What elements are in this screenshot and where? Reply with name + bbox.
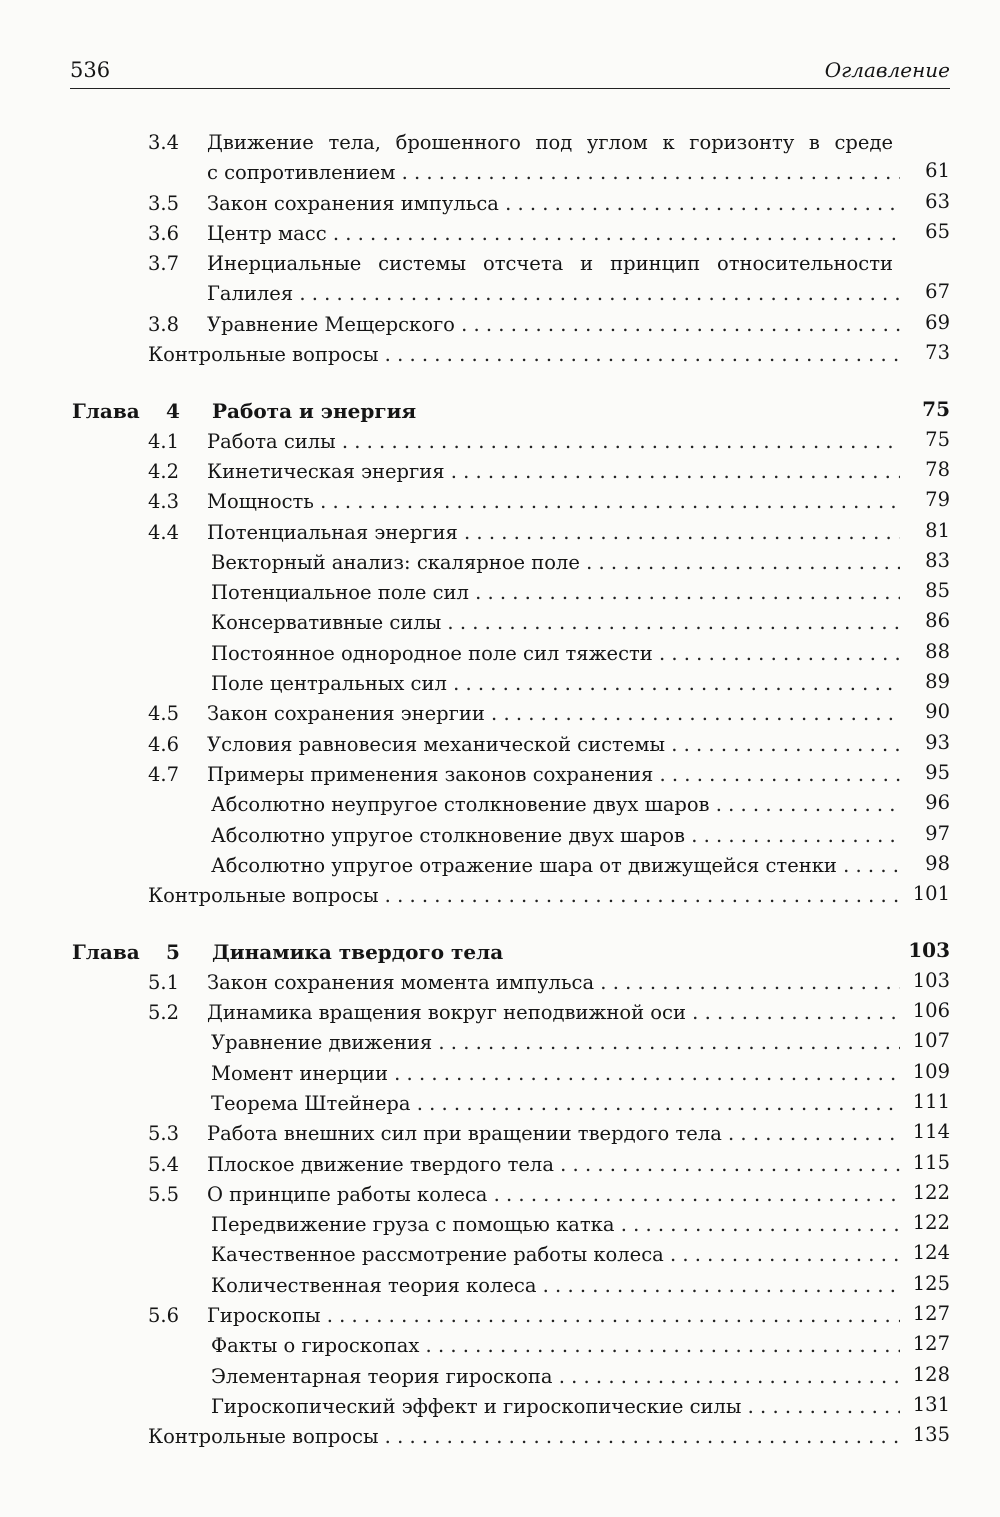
section-page: 106 bbox=[912, 999, 950, 1023]
section-title: Закон сохранения момента импульса bbox=[207, 970, 595, 994]
toc-section bbox=[0, 1301, 1000, 1331]
toc-subentry bbox=[0, 1240, 1000, 1270]
toc-section bbox=[0, 249, 1000, 310]
section-title: Поле центральных сил bbox=[211, 672, 447, 696]
toc-subentry bbox=[0, 821, 1000, 851]
section-page: 83 bbox=[925, 548, 950, 572]
section-title: Абсолютно упругое отражение шара от движущейся стенки bbox=[211, 853, 837, 877]
section-page: 131 bbox=[912, 1392, 950, 1416]
section-title-leader bbox=[211, 1362, 900, 1392]
section-page: 69 bbox=[925, 310, 950, 334]
section-page: 63 bbox=[925, 189, 950, 213]
section-title: Факты о гироскопах bbox=[211, 1334, 420, 1358]
section-page: 96 bbox=[925, 791, 950, 815]
section-title-leader bbox=[207, 279, 900, 309]
dot-leader bbox=[314, 487, 900, 517]
section-title-leader bbox=[207, 427, 900, 457]
dot-leader bbox=[499, 189, 900, 219]
section-title-leader bbox=[211, 639, 900, 669]
section-title-leader bbox=[207, 189, 900, 219]
section-title-leader bbox=[148, 1422, 900, 1452]
toc-subentry bbox=[0, 669, 1000, 699]
dot-leader bbox=[378, 1422, 900, 1452]
section-page: 75 bbox=[925, 427, 950, 451]
chapter-heading bbox=[0, 937, 1000, 967]
dot-leader bbox=[665, 730, 900, 760]
section-title: Элементарная теория гироскопа bbox=[211, 1364, 553, 1388]
toc-section bbox=[0, 128, 1000, 189]
toc-subentry bbox=[0, 790, 1000, 820]
section-title-leader bbox=[207, 1301, 900, 1331]
section-title-leader bbox=[211, 1089, 900, 1119]
section-page: 67 bbox=[925, 280, 950, 304]
section-title-leader bbox=[211, 608, 900, 638]
section-title-leader bbox=[207, 968, 900, 998]
section-page: 89 bbox=[925, 670, 950, 694]
dot-leader bbox=[455, 310, 900, 340]
section-page: 122 bbox=[912, 1211, 950, 1235]
section-page: 114 bbox=[912, 1120, 950, 1144]
toc-section bbox=[0, 760, 1000, 790]
dot-leader bbox=[553, 1362, 900, 1392]
toc-section bbox=[0, 457, 1000, 487]
section-title-leader bbox=[207, 998, 900, 1028]
section-title: Уравнение Мещерского bbox=[207, 312, 455, 336]
section-title: Гироскопы bbox=[207, 1303, 321, 1327]
section-title-leader bbox=[211, 821, 900, 851]
section-title-leader bbox=[211, 1059, 900, 1089]
section-title-leader bbox=[211, 1240, 900, 1270]
section-title-leader bbox=[207, 518, 900, 548]
section-title: Центр масс bbox=[207, 221, 327, 245]
section-title: с сопротивлением bbox=[207, 161, 396, 185]
section-title: Плоское движение твердого тела bbox=[207, 1152, 554, 1176]
dot-leader bbox=[594, 968, 900, 998]
toc-subentry bbox=[0, 1028, 1000, 1058]
toc-subentry bbox=[0, 578, 1000, 608]
section-title-leader bbox=[211, 548, 900, 578]
section-title: Гироскопический эффект и гироскопические силы bbox=[211, 1394, 742, 1418]
dot-leader bbox=[686, 998, 900, 1028]
toc-section bbox=[0, 730, 1000, 760]
section-title: Контрольные вопросы bbox=[148, 1425, 379, 1449]
section-number: 4.5 bbox=[148, 702, 180, 726]
section-page: 107 bbox=[912, 1029, 950, 1053]
section-title-leader bbox=[207, 1180, 900, 1210]
section-title-leader bbox=[211, 1392, 900, 1422]
section-number: 3.7 bbox=[148, 252, 180, 276]
toc-review-questions bbox=[0, 881, 1000, 911]
dot-leader bbox=[321, 1301, 901, 1331]
section-title: Работа силы bbox=[207, 429, 336, 453]
section-page: 95 bbox=[925, 760, 950, 784]
toc-section bbox=[0, 310, 1000, 340]
toc-subentry bbox=[0, 1392, 1000, 1422]
section-title-leader bbox=[207, 219, 900, 249]
dot-leader bbox=[741, 1392, 900, 1422]
section-title: Динамика вращения вокруг неподвижной оси bbox=[207, 1001, 686, 1025]
section-title-line: Инерциальные системы отсчета и принцип относительности bbox=[207, 252, 893, 276]
section-page: 79 bbox=[925, 488, 950, 512]
toc-section bbox=[0, 1180, 1000, 1210]
dot-leader bbox=[837, 851, 900, 881]
dot-leader bbox=[536, 1271, 900, 1301]
section-number: 4.6 bbox=[148, 732, 180, 756]
section-page: 127 bbox=[912, 1301, 950, 1325]
section-title: Постоянное однородное поле сил тяжести bbox=[211, 641, 653, 665]
dot-leader bbox=[653, 760, 900, 790]
dot-leader bbox=[580, 548, 900, 578]
toc-subentry bbox=[0, 548, 1000, 578]
toc-section bbox=[0, 219, 1000, 249]
section-title-leader bbox=[211, 1271, 900, 1301]
section-number: 3.4 bbox=[148, 131, 180, 154]
dot-leader bbox=[388, 1059, 900, 1089]
dot-leader bbox=[685, 821, 900, 851]
toc-section bbox=[0, 968, 1000, 998]
section-page: 78 bbox=[925, 457, 950, 481]
toc-section bbox=[0, 1119, 1000, 1149]
chapter-label: Глава bbox=[72, 940, 140, 965]
section-title-leader bbox=[207, 310, 900, 340]
section-title-leader bbox=[211, 1331, 900, 1361]
toc-section bbox=[0, 518, 1000, 548]
section-title-leader bbox=[211, 578, 900, 608]
section-number: 5.4 bbox=[148, 1152, 180, 1176]
toc-subentry bbox=[0, 851, 1000, 881]
dot-leader bbox=[378, 881, 900, 911]
section-number: 4.1 bbox=[148, 429, 180, 453]
chapter-label: Глава bbox=[72, 399, 140, 424]
chapter-page: 103 bbox=[908, 938, 950, 963]
toc-section bbox=[0, 189, 1000, 219]
running-title: Оглавление bbox=[824, 58, 950, 82]
section-title: Теорема Штейнера bbox=[211, 1091, 411, 1115]
toc-subentry bbox=[0, 1089, 1000, 1119]
chapter-heading bbox=[0, 396, 1000, 426]
section-title-leader bbox=[207, 487, 900, 517]
section-title-leader bbox=[207, 1150, 900, 1180]
toc-subentry bbox=[0, 1362, 1000, 1392]
toc-review-questions bbox=[0, 1422, 1000, 1452]
section-title: Абсолютно неупругое столкновение двух шаров bbox=[211, 793, 710, 817]
section-title: Качественное рассмотрение работы колеса bbox=[211, 1243, 664, 1267]
toc-review-questions bbox=[0, 340, 1000, 370]
toc-section bbox=[0, 427, 1000, 457]
section-title: Контрольные вопросы bbox=[148, 884, 379, 908]
section-page: 93 bbox=[925, 730, 950, 754]
toc-subentry bbox=[0, 1331, 1000, 1361]
section-page: 97 bbox=[925, 821, 950, 845]
section-page: 122 bbox=[912, 1180, 950, 1204]
section-page: 98 bbox=[925, 851, 950, 875]
dot-leader bbox=[432, 1028, 900, 1058]
toc-subentry bbox=[0, 608, 1000, 638]
section-title: Контрольные вопросы bbox=[148, 343, 379, 367]
section-title: Абсолютно упругое столкновение двух шаров bbox=[211, 823, 685, 847]
toc-subentry bbox=[0, 1059, 1000, 1089]
section-page: 124 bbox=[912, 1241, 950, 1265]
section-page: 135 bbox=[912, 1423, 950, 1447]
toc-subentry bbox=[0, 639, 1000, 669]
section-number: 5.2 bbox=[148, 1001, 180, 1025]
section-page: 73 bbox=[925, 341, 950, 365]
dot-leader bbox=[554, 1150, 900, 1180]
section-title: Закон сохранения энергии bbox=[207, 702, 485, 726]
page-number: 536 bbox=[70, 58, 111, 82]
section-title-leader bbox=[207, 699, 900, 729]
section-page: 61 bbox=[925, 159, 950, 182]
section-title: Мощность bbox=[207, 490, 314, 514]
section-number: 4.3 bbox=[148, 490, 180, 514]
section-title: Передвижение груза с помощью катка bbox=[211, 1213, 615, 1237]
table-of-contents bbox=[0, 128, 1000, 1452]
section-title: Векторный анализ: скалярное поле bbox=[211, 550, 580, 574]
chapter-page: 75 bbox=[922, 397, 950, 422]
section-number: 5.1 bbox=[148, 970, 180, 994]
section-title: Момент инерции bbox=[211, 1061, 388, 1085]
section-title: Закон сохранения импульса bbox=[207, 191, 499, 215]
section-title: Галилея bbox=[207, 282, 294, 306]
section-number: 3.8 bbox=[148, 312, 180, 336]
dot-leader bbox=[336, 427, 900, 457]
section-title-line: Движение тела, брошенного под углом к горизонту в среде bbox=[207, 131, 893, 154]
dot-leader bbox=[395, 158, 900, 188]
section-title-leader bbox=[211, 669, 900, 699]
toc-section bbox=[0, 1150, 1000, 1180]
dot-leader bbox=[664, 1240, 900, 1270]
section-page: 85 bbox=[925, 579, 950, 603]
section-number: 5.3 bbox=[148, 1122, 180, 1146]
section-page: 101 bbox=[912, 882, 950, 906]
section-page: 125 bbox=[912, 1271, 950, 1295]
section-title-leader bbox=[207, 457, 900, 487]
dot-leader bbox=[445, 457, 900, 487]
section-number: 4.2 bbox=[148, 459, 180, 483]
section-page: 90 bbox=[925, 700, 950, 724]
section-page: 103 bbox=[912, 968, 950, 992]
section-page: 86 bbox=[925, 609, 950, 633]
toc-subentry bbox=[0, 1271, 1000, 1301]
section-title: Примеры применения законов сохранения bbox=[207, 762, 654, 786]
section-number: 4.4 bbox=[148, 520, 180, 544]
section-page: 65 bbox=[925, 219, 950, 243]
dot-leader bbox=[653, 639, 900, 669]
section-title-leader bbox=[211, 851, 900, 881]
section-title: Потенциальное поле сил bbox=[211, 581, 469, 605]
chapter-title: Работа и энергия bbox=[212, 399, 417, 424]
section-title: Кинетическая энергия bbox=[207, 459, 445, 483]
dot-leader bbox=[458, 518, 900, 548]
toc-section bbox=[0, 699, 1000, 729]
section-title-leader bbox=[207, 1119, 900, 1149]
dot-leader bbox=[469, 578, 900, 608]
dot-leader bbox=[411, 1089, 900, 1119]
section-page: 111 bbox=[912, 1089, 950, 1113]
section-number: 5.5 bbox=[148, 1182, 180, 1206]
section-title-leader bbox=[211, 1210, 900, 1240]
section-title-leader bbox=[211, 790, 900, 820]
section-title: О принципе работы колеса bbox=[207, 1182, 488, 1206]
section-title: Условия равновесия механической системы bbox=[207, 732, 666, 756]
dot-leader bbox=[710, 790, 900, 820]
dot-leader bbox=[327, 219, 900, 249]
dot-leader bbox=[615, 1210, 901, 1240]
chapter-number: 4 bbox=[166, 399, 180, 424]
section-title-leader bbox=[207, 760, 900, 790]
section-page: 81 bbox=[925, 518, 950, 542]
dot-leader bbox=[447, 669, 900, 699]
page-header bbox=[70, 52, 950, 89]
section-number: 4.7 bbox=[148, 762, 180, 786]
section-number: 5.6 bbox=[148, 1303, 180, 1327]
toc-subentry bbox=[0, 1210, 1000, 1240]
dot-leader bbox=[722, 1119, 900, 1149]
dot-leader bbox=[419, 1331, 900, 1361]
section-title-leader bbox=[207, 730, 900, 760]
section-number: 3.5 bbox=[148, 191, 180, 215]
section-title: Консервативные силы bbox=[211, 611, 442, 635]
section-title-leader bbox=[148, 881, 900, 911]
dot-leader bbox=[441, 608, 900, 638]
dot-leader bbox=[293, 279, 900, 309]
chapter-number: 5 bbox=[166, 940, 180, 965]
section-title-leader bbox=[207, 158, 900, 188]
section-page: 88 bbox=[925, 639, 950, 663]
section-title: Работа внешних сил при вращении твердого тела bbox=[207, 1122, 722, 1146]
section-page: 128 bbox=[912, 1362, 950, 1386]
dot-leader bbox=[378, 340, 900, 370]
dot-leader bbox=[487, 1180, 900, 1210]
toc-section bbox=[0, 487, 1000, 517]
section-title: Потенциальная энергия bbox=[207, 520, 458, 544]
section-page: 115 bbox=[912, 1150, 950, 1174]
section-title: Количественная теория колеса bbox=[211, 1273, 537, 1297]
chapter-title: Динамика твердого тела bbox=[212, 940, 504, 965]
section-title-leader bbox=[211, 1028, 900, 1058]
section-title-leader bbox=[148, 340, 900, 370]
dot-leader bbox=[485, 699, 900, 729]
section-number: 3.6 bbox=[148, 221, 180, 245]
section-page: 109 bbox=[912, 1059, 950, 1083]
section-title: Уравнение движения bbox=[211, 1031, 433, 1055]
section-page: 127 bbox=[912, 1332, 950, 1356]
toc-section bbox=[0, 998, 1000, 1028]
